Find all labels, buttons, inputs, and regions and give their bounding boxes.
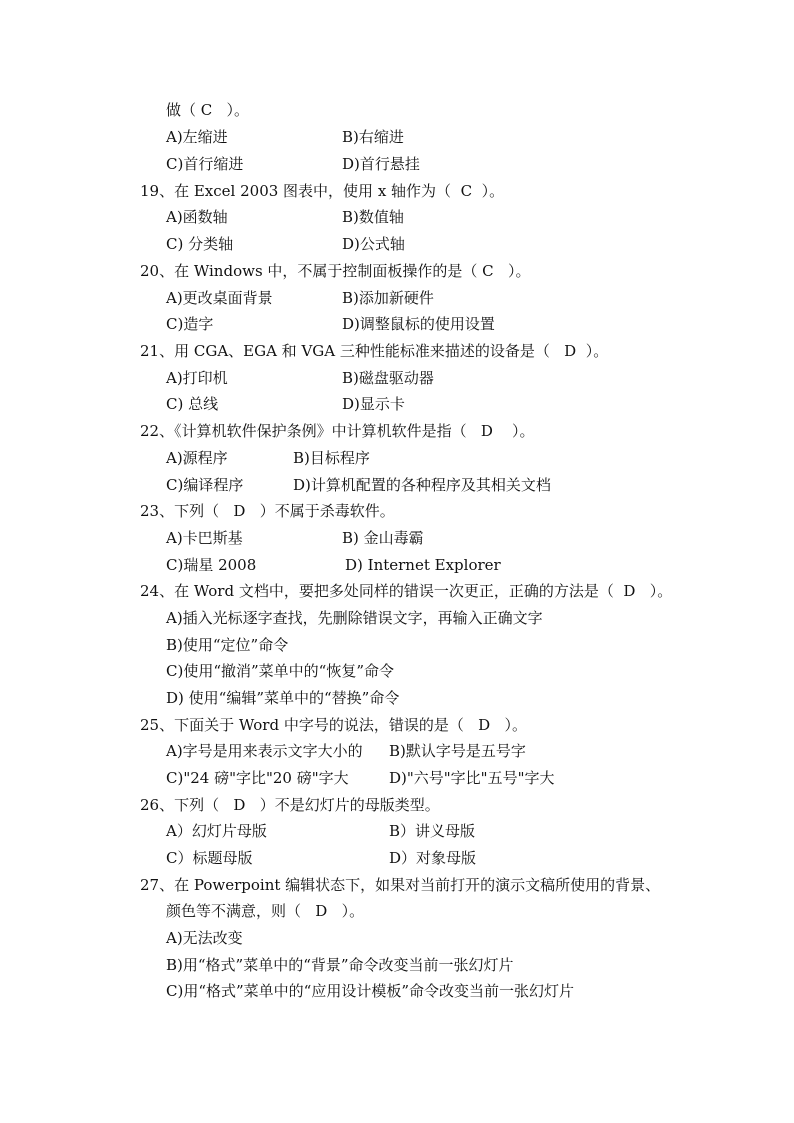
q20-question: 20、在 Windows 中，不属于控制面板操作的是（ C ）。 bbox=[140, 262, 531, 280]
q25-option-a: A)字号是用来表示文字大小的 bbox=[166, 742, 363, 760]
q18-continuation: 做（ C ）。 bbox=[166, 101, 250, 119]
q25-option-b: B)默认字号是五号字 bbox=[389, 742, 526, 760]
q22-option-c: C)编译程序 bbox=[166, 476, 244, 494]
q20-option-d: D)调整鼠标的使用设置 bbox=[342, 315, 495, 333]
q21-option-d: D)显示卡 bbox=[342, 395, 405, 413]
q26-option-c: C）标题母版 bbox=[166, 849, 253, 867]
q19-option-d: D)公式轴 bbox=[342, 235, 405, 253]
q25-question: 25、下面关于 Word 中字号的说法，错误的是（ D ）。 bbox=[140, 716, 527, 734]
q21-option-c: C) 总线 bbox=[166, 395, 219, 413]
q26-option-b: B）讲义母版 bbox=[389, 822, 476, 840]
q25-option-c: C)"24 磅"字比"20 磅"字大 bbox=[166, 769, 349, 787]
q24-option-c: C)使用“撤消”菜单中的“恢复”命令 bbox=[166, 662, 395, 680]
q23-question: 23、下列（ D ）不属于杀毒软件。 bbox=[140, 502, 395, 520]
q21-question: 21、用 CGA、EGA 和 VGA 三种性能标准来描述的设备是（ D ）。 bbox=[140, 342, 609, 360]
q24-option-b: B)使用“定位”命令 bbox=[166, 636, 289, 654]
q19-question: 19、在 Excel 2003 图表中，使用 x 轴作为（ C ）。 bbox=[140, 182, 505, 200]
q27-question: 27、在 Powerpoint 编辑状态下，如果对当前打开的演示文稿所使用的背景、 bbox=[140, 876, 661, 894]
q22-option-b: B)目标程序 bbox=[293, 449, 370, 467]
q18-option-d: D)首行悬挂 bbox=[342, 155, 420, 173]
q22-option-d: D)计算机配置的各种程序及其相关文档 bbox=[293, 476, 551, 494]
q19-option-b: B)数值轴 bbox=[342, 208, 404, 226]
q18-option-c: C)首行缩进 bbox=[166, 155, 244, 173]
q25-option-d: D)"六号"字比"五号"字大 bbox=[389, 769, 555, 787]
q18-option-b: B)右缩进 bbox=[342, 128, 404, 146]
q20-option-b: B)添加新硬件 bbox=[342, 289, 434, 307]
q23-option-d: D) Internet Explorer bbox=[345, 556, 501, 574]
q24-question: 24、在 Word 文档中，要把多处同样的错误一次更正，正确的方法是（ D ）。 bbox=[140, 582, 673, 600]
q22-question: 22、《计算机软件保护条例》中计算机软件是指（ D ）。 bbox=[140, 422, 535, 440]
q18-option-a: A)左缩进 bbox=[166, 128, 228, 146]
q27-question-continuation: 颜色等不满意，则（ D ）。 bbox=[166, 902, 365, 920]
q23-option-b: B) 金山毒霸 bbox=[342, 529, 424, 547]
q26-question: 26、下列（ D ）不是幻灯片的母版类型。 bbox=[140, 796, 440, 814]
q26-option-a: A）幻灯片母版 bbox=[166, 822, 267, 840]
q27-option-c: C)用“格式”菜单中的“应用设计模板”命令改变当前一张幻灯片 bbox=[166, 982, 575, 1000]
q24-option-a: A)插入光标逐字查找，先删除错误文字，再输入正确文字 bbox=[166, 609, 543, 627]
q23-option-a: A)卡巴斯基 bbox=[166, 529, 243, 547]
q19-option-c: C) 分类轴 bbox=[166, 235, 234, 253]
q20-option-a: A)更改桌面背景 bbox=[166, 289, 273, 307]
q20-option-c: C)造字 bbox=[166, 315, 214, 333]
q23-option-c: C)瑞星 2008 bbox=[166, 556, 257, 574]
q21-option-a: A)打印机 bbox=[166, 369, 228, 387]
q27-option-a: A)无法改变 bbox=[166, 929, 243, 947]
q21-option-b: B)磁盘驱动器 bbox=[342, 369, 434, 387]
q27-option-b: B)用“格式”菜单中的“背景”命令改变当前一张幻灯片 bbox=[166, 956, 514, 974]
q26-option-d: D）对象母版 bbox=[389, 849, 477, 867]
q24-option-d: D) 使用“编辑”菜单中的“替换”命令 bbox=[166, 689, 400, 707]
q22-option-a: A)源程序 bbox=[166, 449, 228, 467]
q19-option-a: A)函数轴 bbox=[166, 208, 228, 226]
